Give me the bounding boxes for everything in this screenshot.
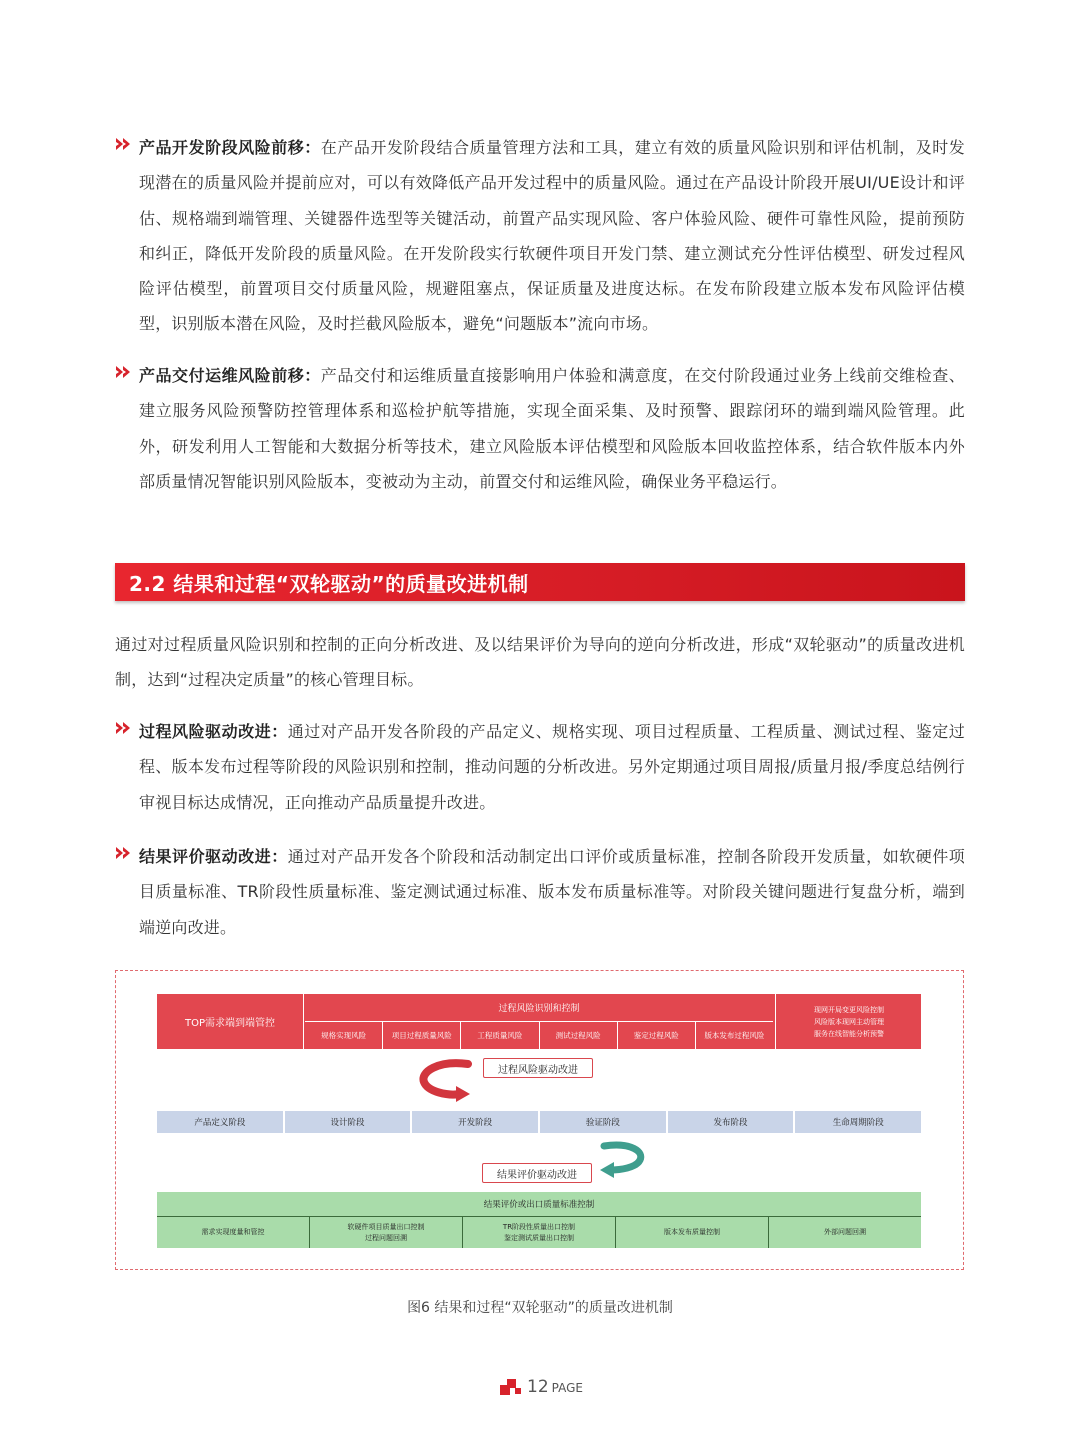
phase-cell: 产品定义阶段 <box>157 1111 285 1133</box>
process-risk-title: 过程风险识别和控制 <box>305 994 773 1022</box>
page-footer <box>500 1375 583 1399</box>
result-driven-label: 结果评价驱动改进 <box>482 1163 592 1183</box>
top-demand-control: TOP需求端到端管控 <box>157 994 304 1049</box>
bullet-title: 产品交付运维风险前移： <box>139 366 321 385</box>
result-eval-cells <box>157 1217 921 1248</box>
page-label: PAGE <box>551 1381 583 1395</box>
teal-curved-arrow-icon <box>596 1140 648 1180</box>
bullet-title: 产品开发阶段风险前移： <box>139 138 321 157</box>
double-chevron-icon <box>115 364 135 380</box>
ops-risk-line: 风险版本现网主动管理 <box>814 1017 884 1026</box>
risk-cell: 项目过程质量风险 <box>383 1022 461 1049</box>
page-logo-icon <box>500 1379 522 1395</box>
phase-cell: 开发阶段 <box>412 1111 540 1133</box>
risk-cell: 规格实现风险 <box>305 1022 383 1049</box>
bullet-body: 产品交付和运维质量直接影响用户体验和满意度，在交付阶段通过业务上线前交维检查、建立服务风险预警防控管理体系和巡检护航等措施，实现全面采集、及时预警、跟踪闭环的端到端风险管理。此外，研发利用人工智能和大数据分析等技术，建立风险版本评估模型和风险版本回收监控体系，结合软件版本内外部质量情况智能识别风险版本，变被动为主动，前置交付和运维风险，确保业务平稳运行。 <box>139 366 965 491</box>
result-cell-line: 过程问题回溯 <box>365 1233 407 1242</box>
process-risk-box <box>157 994 921 1049</box>
result-cell <box>157 1217 310 1248</box>
result-cell <box>616 1217 769 1248</box>
bullet-body: 在产品开发阶段结合质量管理方法和工具，建立有效的质量风险识别和评估机制，及时发现潜在的质量风险并提前应对，可以有效降低产品开发过程中的质量风险。通过在产品设计阶段开展UI/UE设计和评估、规格端到端管理、关键器件选型等关键活动，前置产品实现风险、客户体验风险、硬件可靠性风险，提前预防和纠正，降低开发阶段的质量风险。在开发阶段实行软硬件项目开发门禁、建立测试充分性评估模型、研发过程风险评估模型，前置项目交付质量风险，规避阻塞点，保证质量及进度达标。在发布阶段建立版本发布风险评估模型，识别版本潜在风险，及时拦截风险版本，避免“问题版本”流向市场。 <box>139 138 965 334</box>
result-cell-line: 软硬件项目质量出口控制 <box>347 1222 425 1231</box>
bullet-product-dev-risk <box>115 130 965 342</box>
process-risk-cells <box>305 1022 773 1049</box>
red-curved-arrow-icon <box>418 1058 478 1104</box>
phase-cell: 验证阶段 <box>540 1111 668 1133</box>
bullet-title: 过程风险驱动改进： <box>139 722 288 741</box>
result-eval-box <box>157 1192 921 1248</box>
result-cell <box>769 1217 921 1248</box>
bullet-result-eval <box>115 839 965 945</box>
operations-risk-box <box>775 994 922 1049</box>
result-cell-line: 需求实现度量和管控 <box>201 1228 265 1236</box>
result-cell <box>310 1217 463 1248</box>
double-chevron-icon <box>115 845 135 861</box>
bullet-process-risk <box>115 714 965 820</box>
risk-cell: 测试过程风险 <box>540 1022 618 1049</box>
figure-caption: 图6 结果和过程“双轮驱动”的质量改进机制 <box>407 1300 673 1316</box>
bullet-title: 结果评价驱动改进： <box>139 847 288 866</box>
page-number: 12 <box>527 1377 549 1397</box>
bullet-body: 通过对产品开发各个阶段和活动制定出口评价或质量标准，控制各阶段开发质量，如软硬件项目质量标准、TR阶段性质量标准、鉴定测试通过标准、版本发布质量标准等。对阶段关键问题进行复盘分析，端到端逆向改进。 <box>139 847 965 937</box>
process-driven-label: 过程风险驱动改进 <box>483 1058 593 1078</box>
double-chevron-icon <box>115 136 135 152</box>
result-cell-line: 外部问题回溯 <box>824 1228 866 1236</box>
risk-cell: 版本发布过程风险 <box>704 1031 765 1040</box>
section-title: 2.2 结果和过程“双轮驱动”的质量改进机制 <box>129 572 529 596</box>
result-cell <box>463 1217 616 1248</box>
section-heading-bar <box>115 563 965 601</box>
bullet-body: 通过对产品开发各阶段的产品定义、规格实现、项目过程质量、工程质量、测试过程、鉴定过程、版本发布过程等阶段的风险识别和控制，推动问题的分析改进。另外定期通过项目周报/质量月报/季度总结例行审视目标达成情况，正向推动产品质量提升改进。 <box>139 722 965 812</box>
ops-risk-line: 现网开局变更风险控制 <box>814 1005 884 1014</box>
result-cell-line: TR阶段性质量出口控制 <box>502 1222 576 1231</box>
result-cell-line: 版本发布质量控制 <box>664 1228 720 1236</box>
ops-risk-line: 服务在线智能分析预警 <box>814 1029 884 1038</box>
double-chevron-icon <box>115 720 135 736</box>
phase-cell: 设计阶段 <box>285 1111 413 1133</box>
risk-cell: 鉴定过程风险 <box>618 1022 696 1049</box>
intro-paragraph: 通过对过程质量风险识别和控制的正向分析改进、及以结果评价为导向的逆向分析改进，形成“双轮驱动”的质量改进机制，达到“过程决定质量”的核心管理目标。 <box>115 635 965 690</box>
result-eval-title: 结果评价或出口质量标准控制 <box>157 1192 921 1217</box>
phase-cell: 生命周期阶段 <box>832 1118 884 1128</box>
risk-cell: 工程质量风险 <box>461 1022 539 1049</box>
bullet-delivery-risk <box>115 358 965 499</box>
result-cell-line: 鉴定测试质量出口控制 <box>504 1233 574 1242</box>
phase-bar <box>157 1111 921 1133</box>
phase-cell: 发布阶段 <box>668 1111 796 1133</box>
